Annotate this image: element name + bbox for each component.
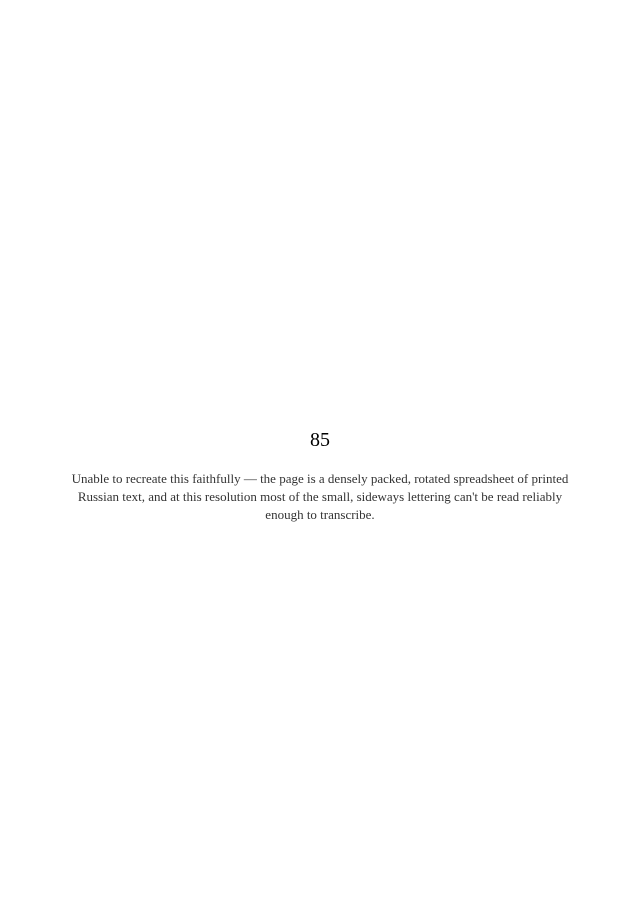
notice: Unable to recreate this faithfully — the page is a densely packed, rotated spreadsheet of printed Russian text, and at this resolution most of the small, sideways lettering can't be read reliably enough to transcribe. (71, 471, 569, 522)
page-number: 85 (310, 429, 330, 451)
